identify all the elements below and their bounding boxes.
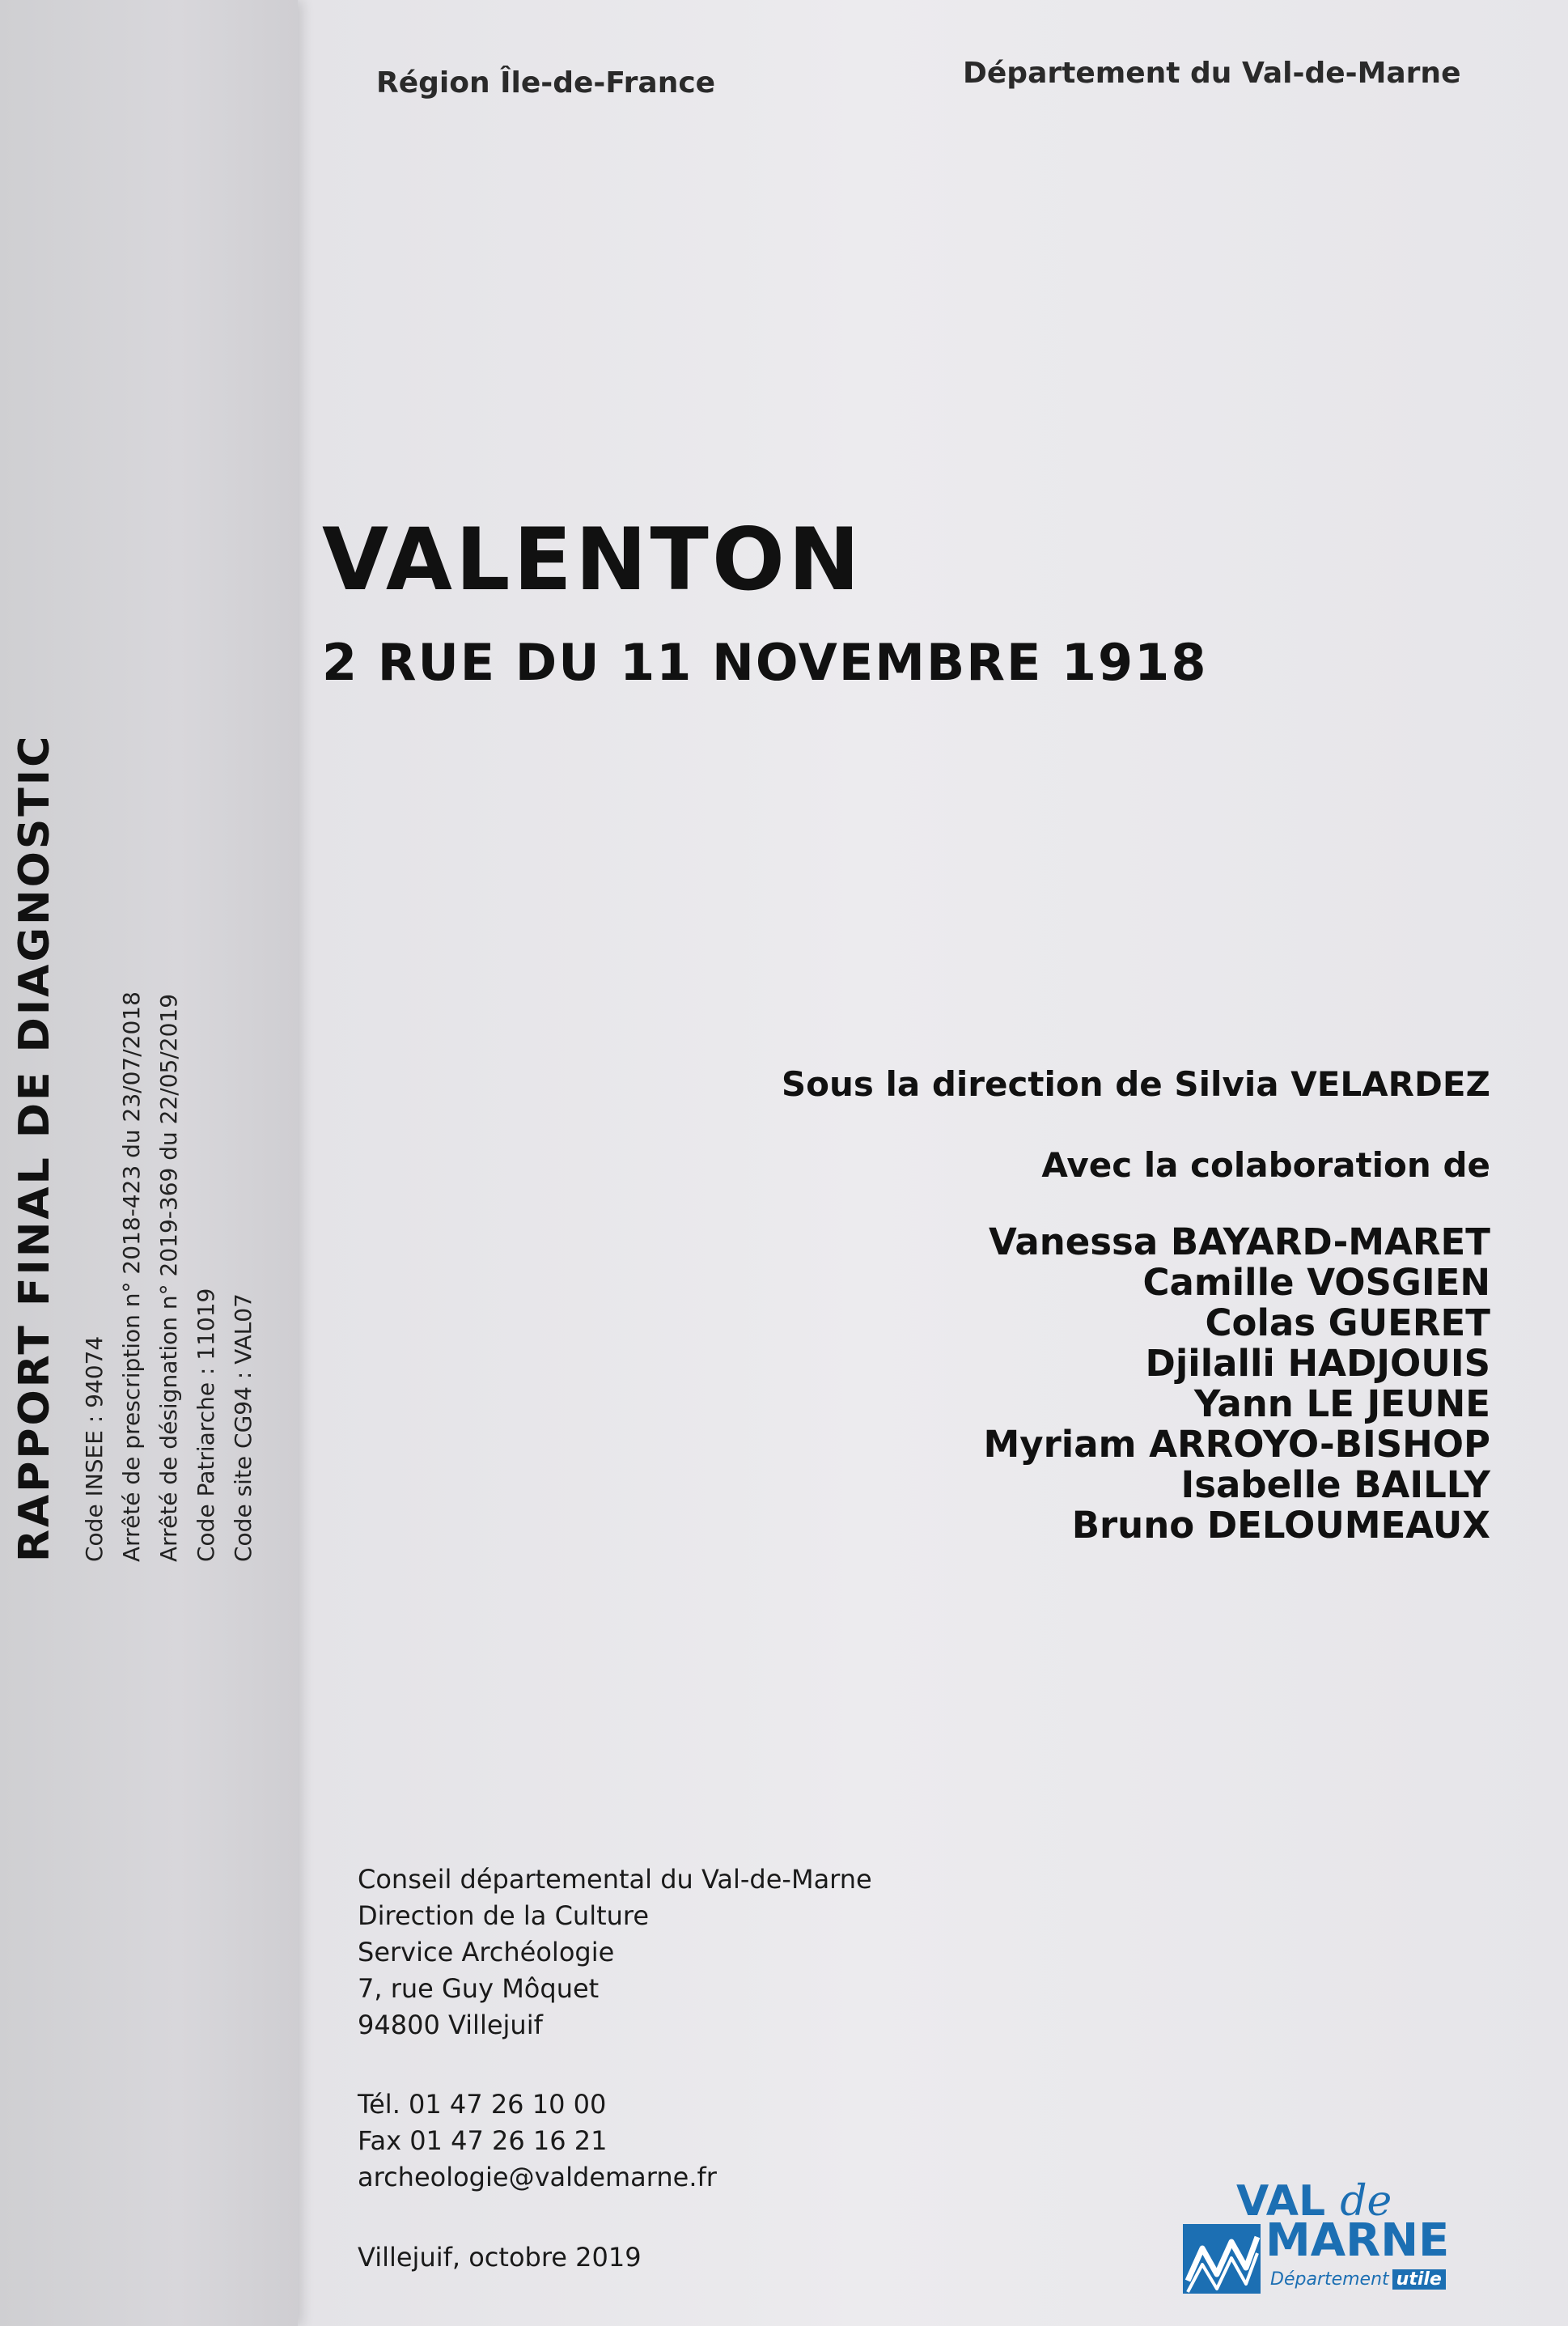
collaborator-name: Isabelle BAILLY xyxy=(1180,1463,1490,1506)
collaboration-heading: Avec la colaboration de xyxy=(1041,1145,1490,1185)
spine-text-block xyxy=(10,510,262,1562)
address-line: 94800 Villejuif xyxy=(358,2010,543,2040)
collaborator-name: Colas GUERET xyxy=(1205,1301,1490,1344)
collaborators-list xyxy=(983,1222,1490,1546)
address-line: Conseil départemental du Val-de-Marne xyxy=(358,1864,872,1895)
logo-de-word: de xyxy=(1340,2177,1392,2226)
collaborator-name: Bruno DELOUMEAUX xyxy=(1071,1504,1490,1547)
publisher-address xyxy=(358,1861,872,2044)
collaborator-name: Vanessa BAYARD-MARET xyxy=(988,1220,1490,1263)
logo-marne-text: MARNE xyxy=(1265,2214,1450,2267)
fax-number: Fax 01 47 26 16 21 xyxy=(358,2125,608,2156)
spine-code-insee: Code INSEE : 94074 xyxy=(81,1335,108,1562)
publication-date: Villejuif, octobre 2019 xyxy=(358,2242,642,2273)
collaborator-name: Djilalli HADJOUIS xyxy=(1145,1342,1490,1385)
phone-number: Tél. 01 47 26 10 00 xyxy=(358,2089,607,2120)
spine-code-prescription: Arrêté de prescription n° 2018-423 du 23/07/2018 xyxy=(118,991,145,1562)
address-line: Direction de la Culture xyxy=(358,1900,650,1931)
collaborator-name: Camille VOSGIEN xyxy=(1142,1261,1490,1304)
publisher-contact xyxy=(358,2086,717,2196)
logo-departement-word: Département xyxy=(1270,2269,1389,2290)
address-line: 7, rue Guy Môquet xyxy=(358,1973,600,2004)
collaborator-name: Yann LE JEUNE xyxy=(1193,1382,1490,1425)
department-label: Département du Val-de-Marne xyxy=(963,57,1461,90)
spine-title: RAPPORT FINAL DE DIAGNOSTIC xyxy=(11,733,59,1562)
logo-tagline xyxy=(1270,2269,1446,2290)
collaborator-name: Myriam ARROYO-BISHOP xyxy=(983,1423,1490,1466)
report-spine xyxy=(0,0,298,2326)
spine-code-site: Code site CG94 : VAL07 xyxy=(230,1293,256,1562)
report-title: VALENTON xyxy=(322,510,863,609)
spine-code-designation: Arrêté de désignation n° 2019-369 du 22/05/2019 xyxy=(155,993,182,1562)
report-subtitle: 2 RUE DU 11 NOVEMBRE 1918 xyxy=(322,633,1208,692)
logo-val-word: VAL xyxy=(1236,2177,1326,2226)
address-line: Service Archéologie xyxy=(358,1937,615,1967)
email-address: archeologie@valdemarne.fr xyxy=(358,2162,717,2192)
direction-line: Sous la direction de Silvia VELARDEZ xyxy=(781,1064,1490,1104)
spine-code-patriarche: Code Patriarche : 11019 xyxy=(193,1288,219,1562)
val-de-marne-logo xyxy=(1181,2177,1456,2298)
region-label: Région Île-de-France xyxy=(376,66,716,100)
logo-utile-badge: utile xyxy=(1392,2269,1446,2290)
val-de-marne-emblem-icon xyxy=(1183,2224,1261,2294)
spine-codes xyxy=(76,510,262,1562)
